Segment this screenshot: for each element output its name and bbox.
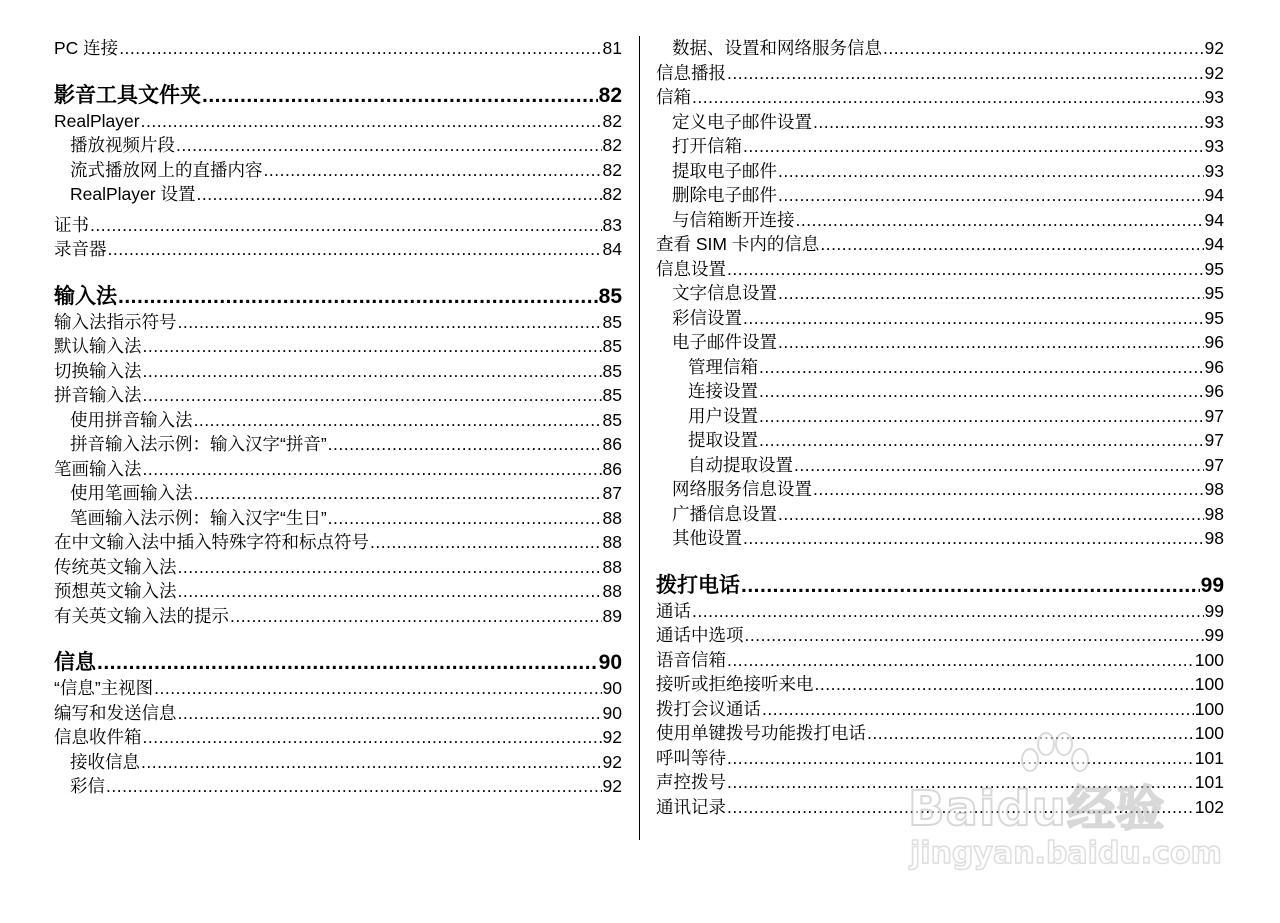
toc-entry[interactable] (656, 599, 1224, 624)
toc-entry-title: 删除电子邮件 (672, 185, 777, 205)
toc-entry[interactable] (656, 208, 1224, 233)
toc-leader-dots (97, 649, 598, 676)
toc-entry-title: 信息 (54, 651, 96, 674)
toc-leader-dots (743, 306, 1204, 331)
toc-entry[interactable] (54, 237, 622, 262)
toc-entry-title: 影音工具文件夹 (54, 83, 201, 107)
toc-entry-title: 预想英文输入法 (54, 581, 177, 601)
column-divider (639, 36, 640, 840)
toc-entry-title: 通话中选项 (656, 625, 744, 645)
toc-leader-dots (778, 159, 1204, 184)
toc-leader-dots (264, 158, 602, 183)
toc-entry-title: 通讯记录 (656, 796, 726, 817)
toc-leader-dots (692, 599, 1204, 624)
toc-entry[interactable] (54, 133, 622, 158)
toc-entry-title: 信息播报 (656, 62, 726, 83)
toc-page-number: 98 (1204, 528, 1224, 548)
toc-leader-dots (815, 672, 1194, 697)
toc-page-number: 85 (598, 284, 622, 308)
toc-entry-title: 声控拨号 (656, 772, 726, 792)
toc-entry-title: 信息设置 (656, 258, 726, 279)
toc-page-number: 100 (1194, 649, 1224, 670)
toc-entry-title: 用户设置 (688, 405, 758, 426)
toc-entry-title: 有关英文输入法的提示 (54, 605, 229, 626)
toc-leader-dots (759, 404, 1204, 429)
toc-entry[interactable] (656, 110, 1224, 135)
toc-leader-dots (328, 506, 602, 531)
toc-entry-title: 网络服务信息设置 (672, 479, 812, 499)
toc-entry-title: 输入法 (54, 284, 117, 308)
toc-entry[interactable] (54, 334, 622, 359)
toc-entry[interactable] (54, 359, 622, 384)
toc-entry[interactable] (656, 526, 1224, 551)
toc-leader-dots (794, 453, 1204, 478)
toc-page-number: 97 (1204, 430, 1224, 450)
toc-page-number: 85 (602, 409, 622, 430)
toc-page-number: 94 (1204, 209, 1224, 230)
toc-page-number: 100 (1194, 698, 1224, 719)
toc-entry-title: 使用拼音输入法 (70, 409, 193, 430)
toc-chapter-entry[interactable] (54, 649, 622, 676)
toc-page-number: 92 (602, 727, 622, 747)
toc-leader-dots (778, 281, 1204, 306)
toc-page-number: 84 (602, 239, 622, 259)
toc-page-number: 98 (1204, 503, 1224, 524)
toc-entry[interactable] (656, 502, 1224, 527)
toc-entry[interactable] (54, 555, 622, 580)
toc-leader-dots (727, 746, 1194, 771)
toc-leader-dots (727, 648, 1194, 673)
toc-leader-dots (178, 701, 602, 726)
toc-leader-dots (727, 795, 1194, 820)
toc-page-number: 88 (602, 532, 622, 552)
toc-page-number: 94 (1204, 234, 1224, 254)
toc-leader-dots (820, 232, 1203, 257)
toc-entry-title: RealPlayer (54, 110, 140, 131)
toc-page-number: 90 (602, 702, 622, 723)
toc-entry[interactable] (656, 379, 1224, 404)
toc-page-number: 86 (602, 434, 622, 454)
toc-leader-dots (813, 110, 1204, 135)
toc-entry[interactable] (54, 725, 622, 750)
toc-entry-title: 播放视频片段 (70, 135, 175, 155)
toc-leader-dots (143, 383, 602, 408)
toc-entry[interactable] (656, 355, 1224, 380)
toc-page-number: 102 (1194, 796, 1224, 817)
toc-leader-dots (118, 283, 598, 310)
toc-leader-dots (194, 481, 602, 506)
toc-leader-dots (143, 457, 602, 482)
toc-page-number: 83 (602, 214, 622, 235)
toc-entry-title: 笔画输入法 (54, 458, 142, 479)
toc-page-number: 82 (602, 184, 622, 204)
toc-entry-title: 自动提取设置 (688, 454, 793, 475)
toc-page-number: 101 (1194, 772, 1224, 792)
toc-leader-dots (813, 477, 1204, 502)
toc-leader-dots (796, 208, 1204, 233)
toc-entry[interactable] (656, 306, 1224, 331)
toc-page-number: 96 (1204, 332, 1224, 352)
toc-leader-dots (154, 676, 601, 701)
toc-leader-dots (727, 770, 1194, 795)
toc-leader-dots (143, 725, 602, 750)
toc-right-column (656, 36, 1224, 819)
toc-leader-dots (743, 134, 1204, 159)
toc-leader-dots (743, 526, 1204, 551)
toc-page-number: 86 (602, 458, 622, 479)
toc-entry-title: 流式播放网上的直播内容 (70, 159, 263, 180)
toc-page-number: 96 (1204, 356, 1224, 377)
toc-entry-title: 拼音输入法 (54, 385, 142, 405)
toc-entry-title: 证书 (54, 214, 89, 235)
toc-page-number: 87 (602, 483, 622, 503)
toc-entry-title: 使用单键拨号功能拨打电话 (656, 723, 866, 743)
toc-entry-title: 提取设置 (688, 430, 758, 450)
toc-page-number: 92 (1204, 62, 1224, 83)
toc-leader-dots (745, 623, 1204, 648)
toc-entry[interactable] (656, 477, 1224, 502)
toc-leader-dots (759, 355, 1204, 380)
toc-entry-title: 信息收件箱 (54, 727, 142, 747)
toc-left-column (54, 36, 622, 799)
toc-page-number: 88 (602, 556, 622, 577)
toc-entry[interactable] (54, 506, 622, 531)
toc-page-number: 93 (1204, 111, 1224, 132)
toc-entry-title: 拨打会议通话 (656, 698, 761, 719)
toc-entry[interactable] (54, 408, 622, 433)
toc-page-number: 97 (1204, 405, 1224, 426)
toc-leader-dots (778, 502, 1204, 527)
toc-entry-title: 笔画输入法示例：输入汉字“生日” (70, 507, 327, 528)
toc-page-number: 98 (1204, 479, 1224, 499)
toc-entry[interactable] (656, 61, 1224, 86)
toc-page-number: 85 (602, 360, 622, 381)
toc-entry-title: 定义电子邮件设置 (672, 111, 812, 132)
toc-leader-dots (727, 257, 1204, 282)
toc-leader-dots (202, 82, 598, 109)
toc-entry-title: PC 连接 (54, 38, 119, 58)
toc-entry-title: 录音器 (54, 239, 107, 259)
toc-entry[interactable] (656, 697, 1224, 722)
toc-leader-dots (143, 359, 602, 384)
toc-page-number: 82 (602, 135, 622, 155)
toc-entry-title: 与信箱断开连接 (672, 209, 795, 230)
toc-page-number: 90 (598, 651, 622, 674)
toc-entry-title: 在中文输入法中插入特殊字符和标点符号 (54, 532, 369, 552)
toc-page-number: 82 (602, 159, 622, 180)
toc-entry-title: 彩信设置 (672, 307, 742, 328)
toc-page-number: 99 (1204, 625, 1224, 645)
toc-page-number: 93 (1204, 87, 1224, 107)
toc-page-number: 92 (602, 751, 622, 772)
toc-page-number: 100 (1194, 674, 1224, 694)
toc-leader-dots (778, 330, 1204, 355)
toc-chapter-entry[interactable] (54, 283, 622, 310)
toc-page-number: 96 (1204, 381, 1224, 401)
toc-entry[interactable] (54, 481, 622, 506)
toc-page-number: 95 (1204, 258, 1224, 279)
toc-leader-dots (178, 310, 602, 335)
toc-page-number: 97 (1204, 454, 1224, 475)
toc-entry[interactable] (656, 183, 1224, 208)
toc-leader-dots (328, 432, 602, 457)
toc-page-number: 92 (602, 776, 622, 796)
toc-page-number: 99 (1204, 600, 1224, 621)
toc-entry-title: 查看 SIM 卡内的信息 (656, 234, 820, 254)
toc-entry[interactable] (656, 428, 1224, 453)
toc-entry[interactable] (54, 750, 622, 775)
toc-entry[interactable] (656, 623, 1224, 648)
toc-entry-title: 输入法指示符号 (54, 311, 177, 332)
toc-entry[interactable] (656, 404, 1224, 429)
toc-entry[interactable] (656, 746, 1224, 771)
toc-entry-title: 接听或拒绝接听来电 (656, 674, 814, 694)
toc-page-number: 82 (598, 83, 622, 107)
toc-leader-dots (230, 604, 602, 629)
toc-entry[interactable] (656, 721, 1224, 746)
toc-entry[interactable] (656, 770, 1224, 795)
toc-entry[interactable] (54, 158, 622, 183)
toc-entry[interactable] (54, 213, 622, 238)
toc-page-number: 99 (1200, 573, 1224, 597)
toc-entry[interactable] (54, 676, 622, 701)
toc-entry-title: 使用笔画输入法 (70, 483, 193, 503)
toc-page-number: 82 (602, 110, 622, 131)
toc-entry-title: 切换输入法 (54, 360, 142, 381)
toc-leader-dots (108, 237, 602, 262)
toc-entry-title: “信息”主视图 (54, 678, 154, 698)
toc-leader-dots (143, 334, 602, 359)
toc-entry-title: 编写和发送信息 (54, 702, 177, 723)
toc-entry-title: 呼叫等待 (656, 747, 726, 768)
toc-entry[interactable] (54, 383, 622, 408)
toc-leader-dots (741, 572, 1200, 599)
toc-entry[interactable] (54, 701, 622, 726)
toc-page-number: 85 (602, 311, 622, 332)
toc-leader-dots (778, 183, 1204, 208)
toc-leader-dots (762, 697, 1194, 722)
toc-entry-title: 传统英文输入法 (54, 556, 177, 577)
toc-page-number: 81 (602, 38, 622, 58)
toc-entry[interactable] (656, 672, 1224, 697)
toc-entry-title: 拼音输入法示例：输入汉字“拼音” (70, 434, 327, 454)
toc-page-number: 95 (1204, 283, 1224, 303)
toc-page-number: 85 (602, 336, 622, 356)
toc-leader-dots (867, 721, 1194, 746)
toc-entry-title: 文字信息设置 (672, 283, 777, 303)
toc-page-number: 88 (602, 507, 622, 528)
toc-entry[interactable] (54, 432, 622, 457)
toc-leader-dots (196, 182, 601, 207)
toc-leader-dots (176, 133, 602, 158)
toc-entry[interactable] (656, 85, 1224, 110)
toc-entry[interactable] (54, 579, 622, 604)
toc-leader-dots (883, 36, 1204, 61)
toc-entry[interactable] (54, 36, 622, 61)
toc-entry-title: 默认输入法 (54, 336, 142, 356)
toc-leader-dots (759, 379, 1204, 404)
toc-entry-title: 提取电子邮件 (672, 160, 777, 181)
toc-entry[interactable] (54, 182, 622, 207)
toc-leader-dots (727, 61, 1204, 86)
toc-entry-title: 广播信息设置 (672, 503, 777, 524)
toc-page-number: 89 (602, 605, 622, 626)
toc-entry[interactable] (54, 109, 622, 134)
toc-entry[interactable] (656, 281, 1224, 306)
toc-leader-dots (119, 36, 601, 61)
toc-entry-title: 数据、设置和网络服务信息 (672, 38, 882, 58)
toc-leader-dots (759, 428, 1204, 453)
toc-leader-dots (90, 213, 602, 238)
toc-entry[interactable] (656, 257, 1224, 282)
toc-leader-dots (194, 408, 602, 433)
toc-leader-dots (141, 109, 602, 134)
toc-entry[interactable] (54, 604, 622, 629)
toc-page-number: 88 (602, 581, 622, 601)
toc-page-number: 101 (1194, 747, 1224, 768)
toc-chapter-entry[interactable] (54, 82, 622, 109)
toc-entry[interactable] (54, 310, 622, 335)
toc-entry[interactable] (656, 36, 1224, 61)
toc-entry-title: 拨打电话 (656, 573, 740, 597)
watermark-url-text: jingyan.baidu.com (910, 836, 1222, 871)
toc-page-number: 90 (602, 678, 622, 698)
toc-entry-title: 电子邮件设置 (672, 332, 777, 352)
toc-entry[interactable] (656, 648, 1224, 673)
toc-entry[interactable] (54, 774, 622, 799)
toc-entry[interactable] (54, 530, 622, 555)
toc-entry[interactable] (54, 457, 622, 482)
toc-entry-title: 彩信 (70, 776, 105, 796)
toc-entry[interactable] (656, 232, 1224, 257)
toc-entry[interactable] (656, 330, 1224, 355)
toc-leader-dots (370, 530, 602, 555)
toc-entry-title: 连接设置 (688, 381, 758, 401)
toc-entry[interactable] (656, 159, 1224, 184)
toc-entry[interactable] (656, 795, 1224, 820)
toc-leader-dots (106, 774, 602, 799)
toc-page-number: 93 (1204, 136, 1224, 156)
toc-page-number: 92 (1204, 38, 1224, 58)
toc-entry-title: 通话 (656, 600, 691, 621)
toc-page-number: 93 (1204, 160, 1224, 181)
toc-page-number: 94 (1204, 185, 1224, 205)
toc-entry-title: 信箱 (656, 87, 691, 107)
toc-entry[interactable] (656, 453, 1224, 478)
toc-entry-title: 打开信箱 (672, 136, 742, 156)
toc-entry-title: RealPlayer 设置 (70, 184, 196, 204)
toc-entry-title: 管理信箱 (688, 356, 758, 377)
toc-entry[interactable] (656, 134, 1224, 159)
toc-chapter-entry[interactable] (656, 572, 1224, 599)
toc-entry-title: 语音信箱 (656, 649, 726, 670)
watermark-logo-text: Baidu经验 (908, 781, 1165, 837)
toc-leader-dots (692, 85, 1204, 110)
toc-entry-title: 接收信息 (70, 751, 140, 772)
toc-leader-dots (178, 555, 602, 580)
toc-leader-dots (178, 579, 602, 604)
toc-entry-title: 其他设置 (672, 528, 742, 548)
toc-page-number: 85 (602, 385, 622, 405)
toc-page-number: 100 (1194, 723, 1224, 743)
toc-leader-dots (141, 750, 602, 775)
toc-page-number: 95 (1204, 307, 1224, 328)
